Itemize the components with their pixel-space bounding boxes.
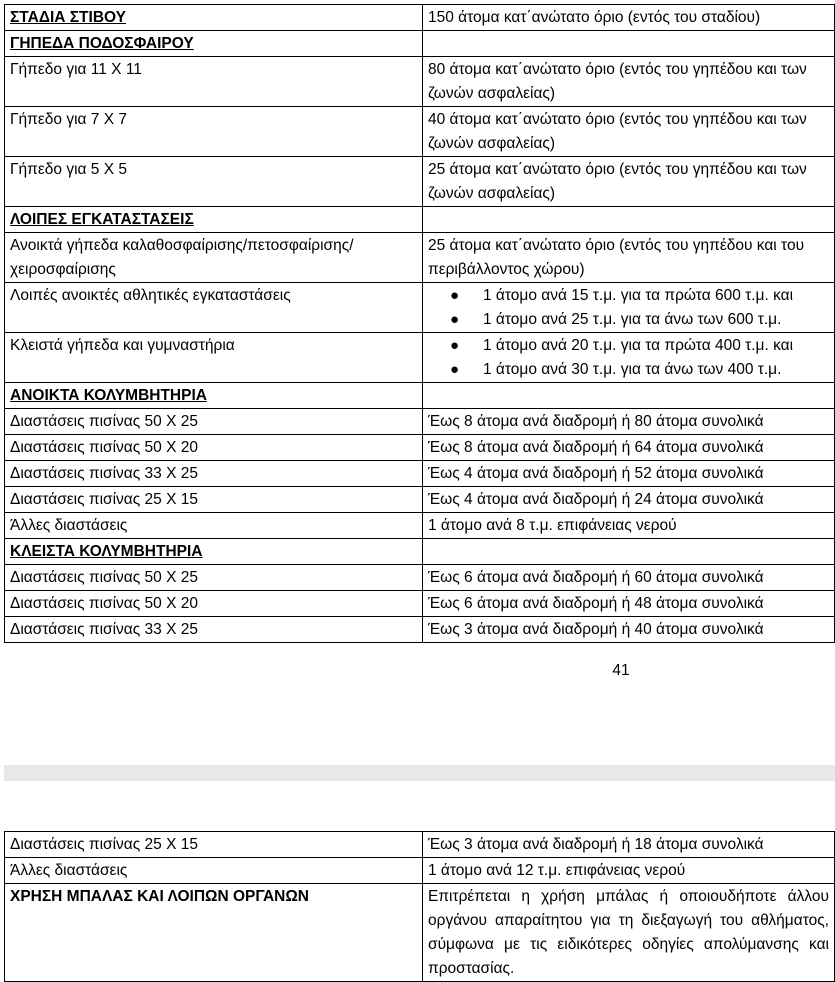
row-label: ΧΡΗΣΗ ΜΠΑΛΑΣ ΚΑΙ ΛΟΙΠΩΝ ΟΡΓΑΝΩΝ (5, 884, 423, 982)
bullet-icon: ● (450, 361, 460, 378)
row-value: 25 άτομα κατ΄ανώτατο όριο (εντός του γηπέδου και των ζωνών ασφαλείας) (423, 157, 835, 207)
row-value: Έως 4 άτομα ανά διαδρομή ή 52 άτομα συνολικά (423, 461, 835, 487)
row-label: Άλλες διαστάσεις (5, 858, 423, 884)
row-label: Άλλες διαστάσεις (5, 513, 423, 539)
row-value: 1 άτομο ανά 8 τ.μ. επιφάνειας νερού (423, 513, 835, 539)
row-value: 40 άτομα κατ΄ανώτατο όριο (εντός του γηπέδου και των ζωνών ασφαλείας) (423, 107, 835, 157)
row-label: Γήπεδο για 5 Χ 5 (5, 157, 423, 207)
table-row (5, 461, 835, 487)
row-label: Διαστάσεις πισίνας 50 Χ 25 (5, 409, 423, 435)
row-value: Έως 8 άτομα ανά διαδρομή ή 80 άτομα συνολικά (423, 409, 835, 435)
bullet-item (428, 358, 829, 382)
row-value: 25 άτομα κατ΄ανώτατο όριο (εντός του γηπέδου και του περιβάλλοντος χώρου) (423, 233, 835, 283)
row-label: Κλειστά γήπεδα και γυμναστήρια (5, 333, 423, 383)
row-value (423, 383, 835, 409)
bullet-text: 1 άτομο ανά 30 τ.μ. για τα άνω των 400 τ.μ. (483, 361, 782, 378)
bullet-item (428, 334, 829, 358)
row-value (423, 207, 835, 233)
table-row (5, 435, 835, 461)
row-value: Έως 3 άτομα ανά διαδρομή ή 40 άτομα συνολικά (423, 617, 835, 643)
row-label: Ανοικτά γήπεδα καλαθοσφαίρισης/πετοσφαίρισης/χειροσφαίρισης (5, 233, 423, 283)
capacity-table-bottom-body (5, 832, 835, 982)
row-label: ΚΛΕΙΣΤΑ ΚΟΛΥΜΒΗΤΗΡΙΑ (5, 539, 423, 565)
table-row (5, 107, 835, 157)
table-row (5, 487, 835, 513)
row-label: Διαστάσεις πισίνας 50 Χ 20 (5, 591, 423, 617)
bullet-icon: ● (450, 337, 460, 354)
row-label: ΑΝΟΙΚΤΑ ΚΟΛΥΜΒΗΤΗΡΙΑ (5, 383, 423, 409)
row-value: Έως 3 άτομα ανά διαδρομή ή 18 άτομα συνολικά (423, 832, 835, 858)
table-row (5, 565, 835, 591)
row-value: Επιτρέπεται η χρήση μπάλας ή οποιουδήποτε άλλου οργάνου απαραίτητου για τη διεξαγωγή του αθλήματος, σύμφωνα με τις ειδικότερες οδηγίες απολύμανσης και προστασίας. (423, 884, 835, 982)
row-label: Γήπεδο για 11 Χ 11 (5, 57, 423, 107)
row-value-bullets (423, 333, 835, 383)
bullet-list (428, 334, 829, 382)
row-value: Έως 6 άτομα ανά διαδρομή ή 48 άτομα συνολικά (423, 591, 835, 617)
row-label: Διαστάσεις πισίνας 50 Χ 25 (5, 565, 423, 591)
capacity-table-top (4, 4, 835, 643)
row-label: ΛΟΙΠΕΣ ΕΓΚΑΤΑΣΤΑΣΕΙΣ (5, 207, 423, 233)
table-row (5, 832, 835, 858)
table-row (5, 591, 835, 617)
page-break-gap (4, 765, 835, 781)
table-row (5, 617, 835, 643)
row-value: 80 άτομα κατ΄ανώτατο όριο (εντός του γηπέδου και των ζωνών ασφαλείας) (423, 57, 835, 107)
table-row (5, 233, 835, 283)
row-label: Λοιπές ανοικτές αθλητικές εγκαταστάσεις (5, 283, 423, 333)
table-row (5, 5, 835, 31)
capacity-table-bottom (4, 831, 835, 982)
bullet-icon: ● (450, 287, 460, 304)
row-label: Διαστάσεις πισίνας 25 Χ 15 (5, 487, 423, 513)
table-row (5, 333, 835, 383)
table-row (5, 57, 835, 107)
table-row (5, 858, 835, 884)
row-label: Διαστάσεις πισίνας 50 Χ 20 (5, 435, 423, 461)
row-label: Διαστάσεις πισίνας 33 Χ 25 (5, 461, 423, 487)
table-row (5, 31, 835, 57)
row-value: Έως 4 άτομα ανά διαδρομή ή 24 άτομα συνολικά (423, 487, 835, 513)
table-row (5, 157, 835, 207)
row-label: ΣΤΑΔΙΑ ΣΤΙΒΟΥ (5, 5, 423, 31)
row-value: Έως 6 άτομα ανά διαδρομή ή 60 άτομα συνολικά (423, 565, 835, 591)
bullet-text: 1 άτομο ανά 15 τ.μ. για τα πρώτα 600 τ.μ. και (483, 287, 794, 304)
row-value (423, 31, 835, 57)
page-number: 41 (612, 662, 630, 679)
table-row (5, 207, 835, 233)
table-row (5, 884, 835, 982)
bullet-text: 1 άτομο ανά 20 τ.μ. για τα πρώτα 400 τ.μ. και (483, 337, 794, 354)
row-value-bullets (423, 283, 835, 333)
bullet-item (428, 284, 829, 308)
row-label: Διαστάσεις πισίνας 33 Χ 25 (5, 617, 423, 643)
bullet-list (428, 284, 829, 332)
row-value: 1 άτομο ανά 12 τ.μ. επιφάνειας νερού (423, 858, 835, 884)
bullet-icon: ● (450, 311, 460, 328)
row-value: 150 άτομα κατ΄ανώτατο όριο (εντός του σταδίου) (423, 5, 835, 31)
table-row (5, 539, 835, 565)
bullet-text: 1 άτομο ανά 25 τ.μ. για τα άνω των 600 τ.μ. (483, 311, 782, 328)
row-value: Έως 8 άτομα ανά διαδρομή ή 64 άτομα συνολικά (423, 435, 835, 461)
bullet-item (428, 308, 829, 332)
row-value (423, 539, 835, 565)
table-row (5, 513, 835, 539)
table-row (5, 383, 835, 409)
table-row (5, 409, 835, 435)
row-label: ΓΗΠΕΔΑ ΠΟΔΟΣΦΑΙΡΟΥ (5, 31, 423, 57)
table-row (5, 283, 835, 333)
row-label: Διαστάσεις πισίνας 25 Χ 15 (5, 832, 423, 858)
row-label: Γήπεδο για 7 Χ 7 (5, 107, 423, 157)
capacity-table-top-body (5, 5, 835, 643)
